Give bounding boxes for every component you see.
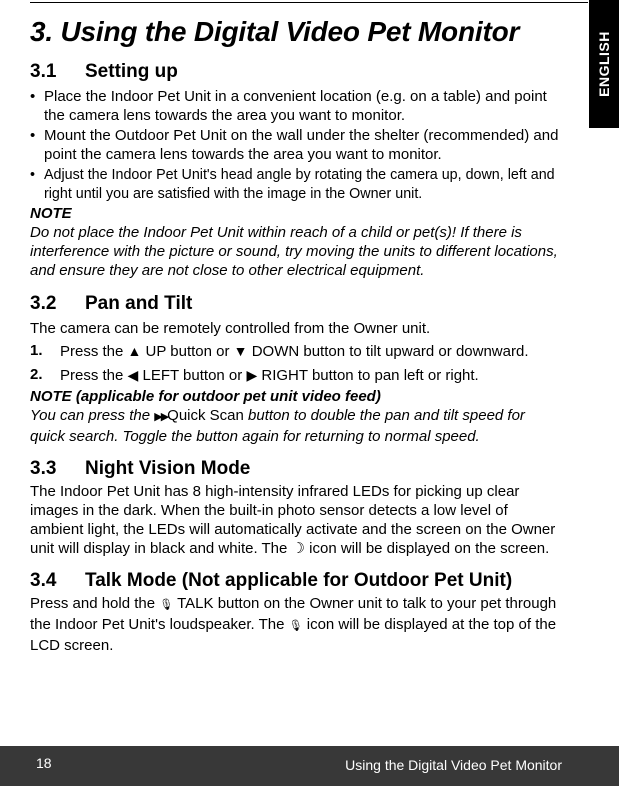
note-text: Do not place the Indoor Pet Unit within reach of a child or pet(s)! If there is interference with the picture or sound, try moving the units to different locations, and ensure they are not close to other electrical equipment. <box>30 224 558 279</box>
item-text: RIGHT button to pan left or right. <box>257 367 479 384</box>
page-number: 18 <box>36 755 52 771</box>
up-arrow-icon: ▲ <box>127 343 142 359</box>
section-title: Talk Mode (Not applicable for Outdoor Pet Unit) <box>85 570 513 591</box>
page-content <box>30 12 564 655</box>
note-text-part: You can press the <box>30 407 155 424</box>
body-text: icon will be displayed on the screen. <box>304 540 550 557</box>
section-title: Pan and Tilt <box>85 293 193 314</box>
down-arrow-icon: ▼ <box>233 343 248 359</box>
language-tab <box>589 0 619 128</box>
section-body <box>30 594 564 655</box>
item-text: UP button or <box>141 343 234 360</box>
body-text: The Indoor Pet Unit has 8 high-intensity infrared LEDs for picking up clear images in the dark. When the built-in photo sensor detects a low level of ambient light, the LEDs will automatically activate and the screen on the Owner unit will display in black and white. The <box>30 483 556 557</box>
right-arrow-icon: ▶ <box>246 367 258 383</box>
list-item: • Mount the Outdoor Pet Unit on the wall under the shelter (recommended) and point the camera lens towards the area you want to monitor. <box>30 126 564 164</box>
section-number: 3.4 <box>30 570 57 591</box>
item-text: Press the <box>60 343 128 360</box>
section-heading-3-3 <box>30 457 564 481</box>
section-intro: The camera can be remotely controlled from the Owner unit. <box>30 320 431 337</box>
body-text: icon will be displayed at the top of the LCD screen. <box>30 616 557 654</box>
body-text: Press and hold the <box>30 595 160 612</box>
quick-scan-label: Quick Scan <box>167 407 244 424</box>
section-heading-3-2 <box>30 292 564 316</box>
numbered-item <box>30 364 564 387</box>
section-title: Setting up <box>85 61 178 82</box>
item-number: 1. <box>30 342 43 359</box>
language-label: ENGLISH <box>596 31 612 97</box>
left-arrow-icon: ◀ <box>127 367 139 383</box>
moon-icon: ☽ <box>291 540 305 557</box>
section-number: 3.3 <box>30 458 57 479</box>
item-text: LEFT button or <box>138 367 247 384</box>
footer-title: Using the Digital Video Pet Monitor <box>345 757 562 773</box>
page-footer <box>0 746 619 786</box>
list-item: • Place the Indoor Pet Unit in a convenient location (e.g. on a table) and point the camera lens towards the area you want to monitor. <box>30 87 564 125</box>
list-item: • Adjust the Indoor Pet Unit's head angle by rotating the camera up, down, left and right until you are satisfied with the image in the Owner unit. <box>30 166 564 204</box>
note-text-part: button to double the pan and tilt speed for quick search. Toggle the button again for returning to normal speed. <box>30 407 525 445</box>
item-number: 2. <box>30 366 43 383</box>
section-number: 3.2 <box>30 293 57 314</box>
section-heading-3-4 <box>30 569 564 593</box>
body-text: TALK button on the Owner unit to talk to your pet through the Indoor Pet Unit's loudspeaker. The <box>30 595 557 633</box>
section-body <box>30 482 564 558</box>
top-rule <box>30 2 588 3</box>
numbered-item <box>30 340 564 363</box>
note-text <box>30 406 564 446</box>
item-text: Press the <box>60 367 128 384</box>
section-number: 3.1 <box>30 61 57 82</box>
section-heading-3-1 <box>30 60 564 84</box>
note-heading: NOTE (applicable for outdoor pet unit video feed) <box>30 388 381 405</box>
item-text: DOWN button to tilt upward or downward. <box>247 343 529 360</box>
note-heading: NOTE <box>30 205 72 222</box>
microphone-icon: 🎙 <box>288 620 303 632</box>
microphone-icon: 🎙 <box>159 599 174 611</box>
fast-forward-icon: ▶▶ <box>154 411 168 423</box>
chapter-title: 3. Using the Digital Video Pet Monitor <box>30 16 520 47</box>
section-title: Night Vision Mode <box>85 458 251 479</box>
